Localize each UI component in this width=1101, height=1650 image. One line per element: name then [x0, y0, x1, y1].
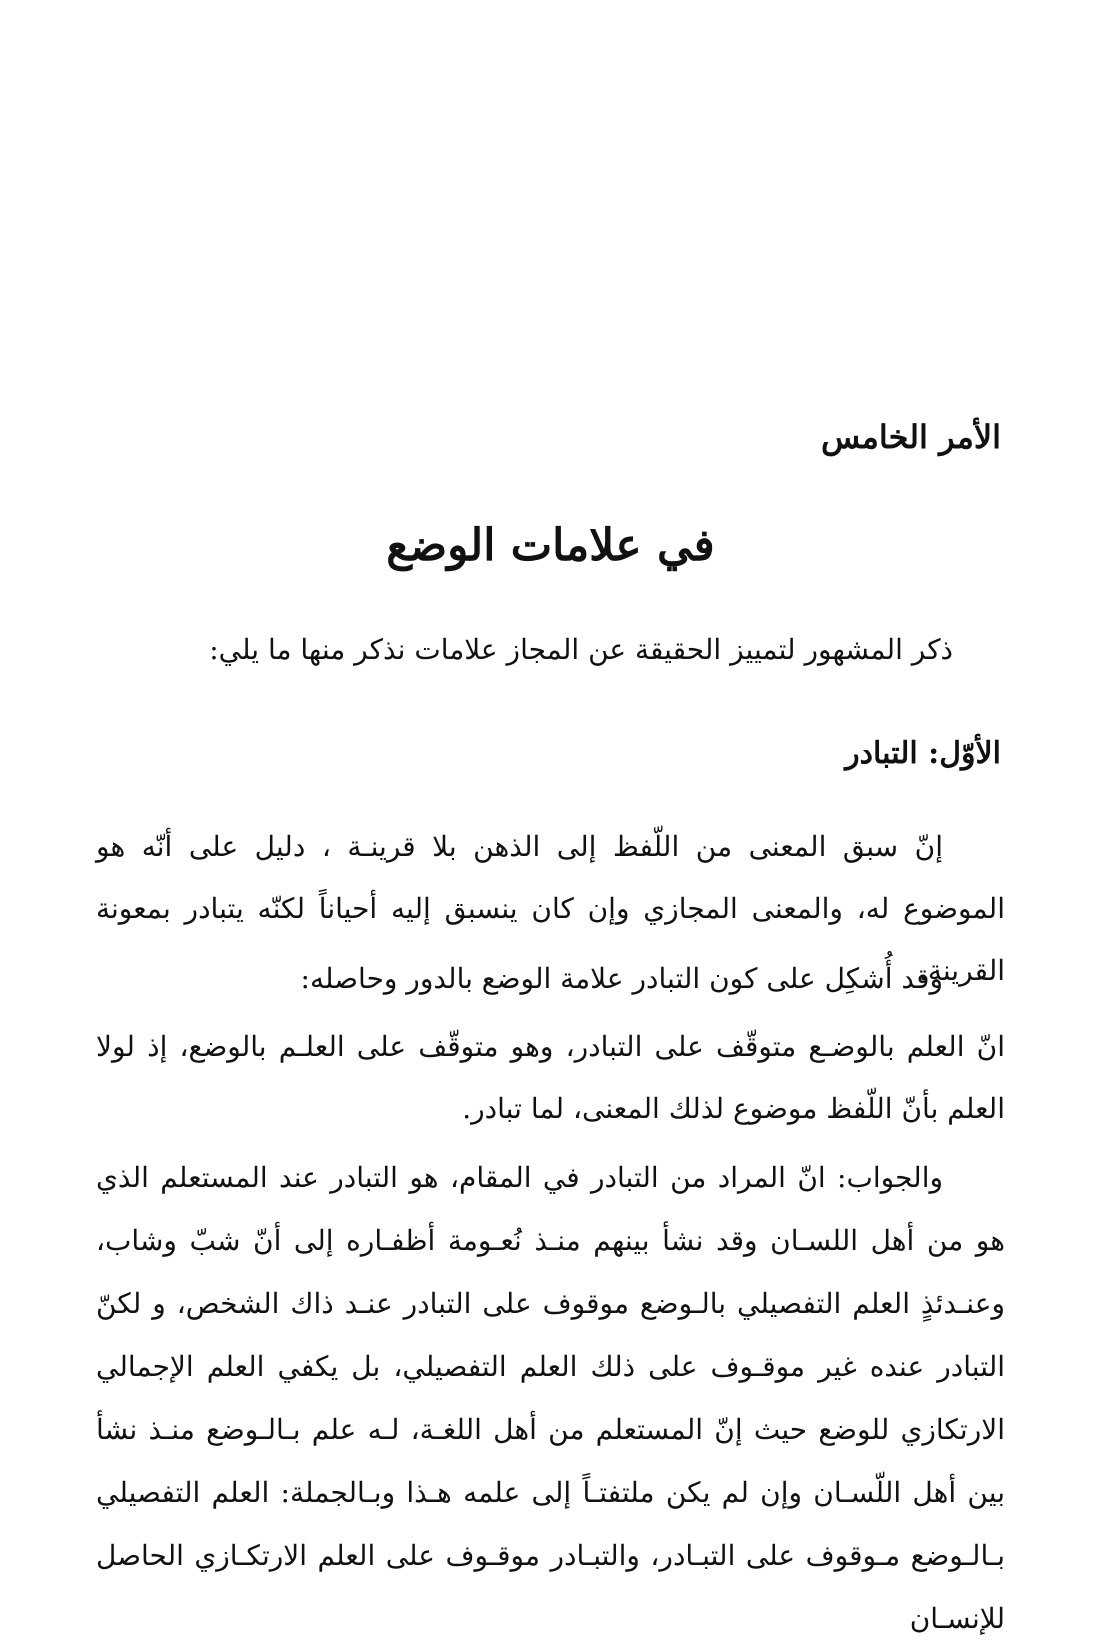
paragraph: وقد أُشكِل على كون التبادر علامة الوضع بالدور وحاصله:: [300, 962, 943, 995]
paragraph: انّ العلم بالوضـع متوقّف على التبادر، وهو متوقّف على العلـم بالوضع، إذ لولا العلم بأنّ اللّفظ موضوع لذلك المعنى، لما تبادر.: [96, 1030, 1005, 1125]
section-label: الأمر الخامس: [820, 418, 1001, 456]
paragraph: والجواب: انّ المراد من التبادر في المقام، هو التبادر عند المستعلم الذي هو من أهل اللسـان وقد نشأ بينهم منـذ نُعـومة أظفـاره إلى أنّ شبّ وشاب، وعنـدئذٍ العلم التفصيلي بالـوضع موقوف على التبادر عنـد ذاك الشخص، و لكنّ التبادر عنده غير موقـوف على ذلك العلم التفصيلي، بل يكفي العلم الإجمالي الارتكازي للوضع حيث إنّ المستعلم من أهل اللغـة، لـه علم بـالـوضع منـذ نشأ بين أهل اللّسـان وإن لم يكن ملتفتـاً إلى علمه هـذا وبـالجملة: العلم التفصيلي بـالـوضع مـوقوف على التبـادر، والتبـادر موقـوف على العلم الارتكـازي الحاصل للإنسـان: [96, 1161, 1005, 1635]
paragraph: إنّ سبق المعنى من اللّفظ إلى الذهن بلا قرينـة ، دليل على أنّه هو الموضوع له، والمعنى المجازي وإن كان ينسبق إليه أحياناً لكنّه يتبادر بمعونة القرينة.: [96, 830, 1005, 987]
intro-sentence: ذكر المشهور لتمييز الحقيقة عن المجاز علامات نذكر منها ما يلي:: [209, 633, 953, 666]
subheading-first-sign: الأوّل: التبادر: [845, 736, 1001, 771]
chapter-title: في علامات الوضع: [386, 520, 715, 571]
